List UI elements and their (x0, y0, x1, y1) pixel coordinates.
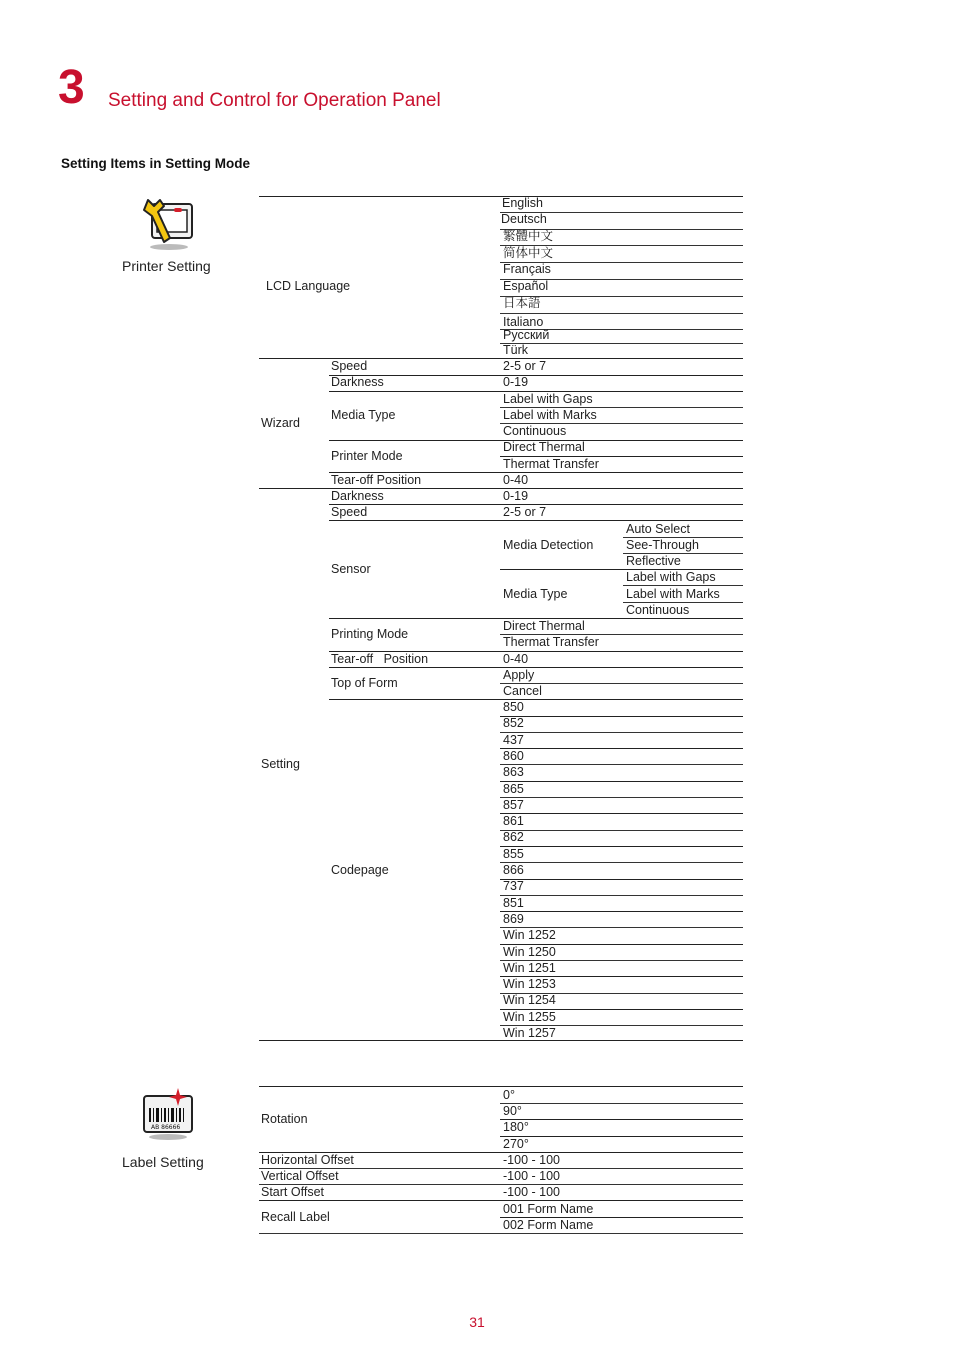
sensor-media-type-option: Label with Gaps (626, 570, 716, 584)
lcd-option: Español (503, 279, 549, 293)
row-divider (500, 862, 743, 863)
wizard-media-type-label: Media Type (331, 408, 396, 422)
lcd-option: Italiano (503, 315, 544, 329)
recall-label-label: Recall Label (261, 1210, 330, 1224)
media-detection-label: Media Detection (503, 538, 594, 552)
codepage-option: 860 (503, 748, 524, 763)
sensor-media-type-option: Label with Marks (626, 587, 720, 601)
codepage-option: Win 1252 (503, 928, 556, 943)
media-detection-option: See-Through (626, 538, 699, 552)
row-divider (500, 716, 743, 717)
row-divider (500, 830, 743, 831)
wizard-printer-mode-label: Printer Mode (331, 449, 403, 463)
codepage-option: 863 (503, 765, 524, 780)
wizard-label: Wizard (261, 416, 300, 430)
codepage-option: 855 (503, 846, 524, 861)
chapter-title: Setting and Control for Operation Panel (108, 90, 441, 111)
row-divider (500, 846, 743, 847)
codepage-option: Win 1250 (503, 944, 556, 959)
label-barcode-icon (140, 1088, 196, 1142)
start-offset-label: Start Offset (261, 1185, 324, 1199)
horizontal-offset-value: -100 - 100 (503, 1153, 560, 1167)
lcd-option: English (502, 196, 543, 210)
codepage-label: Codepage (331, 863, 389, 877)
row-divider (500, 732, 743, 733)
horizontal-offset-label: Horizontal Offset (261, 1153, 354, 1167)
section-title: Setting Items in Setting Mode (61, 156, 251, 171)
setting-speed-label: Speed (331, 505, 368, 519)
codepage-option: Win 1253 (503, 977, 556, 992)
label-setting-label: Label Setting (122, 1154, 204, 1170)
recall-label-option: 001 Form Name (503, 1202, 594, 1216)
printer-setting-label: Printer Setting (122, 258, 211, 274)
wizard-media-type-option: Continuous (503, 424, 567, 438)
lcd-language-label: LCD Language (266, 279, 351, 293)
codepage-option: 866 (503, 863, 524, 877)
row-divider (500, 764, 743, 765)
wizard-printer-mode-option: Direct Thermal (503, 440, 585, 454)
lcd-option: 繁體中文 (503, 229, 554, 243)
row-divider (500, 748, 743, 749)
start-offset-value: -100 - 100 (503, 1185, 560, 1199)
codepage-option: 852 (503, 716, 524, 731)
rotation-option: 180° (503, 1120, 529, 1134)
lcd-option: 日本語 (503, 296, 541, 310)
setting-darkness-label: Darkness (331, 489, 384, 503)
rotation-option: 90° (503, 1104, 522, 1118)
rotation-option: 270° (503, 1137, 529, 1151)
codepage-option: 437 (503, 732, 524, 747)
media-detection-option: Reflective (626, 554, 681, 568)
setting-tear-off-value: 0-40 (503, 652, 529, 666)
wizard-tear-off-label: Tear-off Position (331, 473, 422, 487)
vertical-offset-value: -100 - 100 (503, 1169, 560, 1183)
codepage-option: 869 (503, 911, 524, 926)
codepage-option: 861 (503, 814, 524, 829)
rotation-label: Rotation (261, 1112, 308, 1126)
row-divider (500, 797, 743, 798)
codepage-option: 850 (503, 700, 524, 714)
row-divider (500, 911, 743, 912)
codepage-option: Win 1257 (503, 1026, 556, 1040)
codepage-option: 737 (503, 879, 524, 894)
wizard-printer-mode-option: Thermat Transfer (503, 457, 599, 471)
wizard-darkness-value: 0-19 (503, 375, 529, 389)
printing-mode-option: Thermat Transfer (503, 635, 599, 649)
sensor-label: Sensor (331, 562, 371, 576)
setting-label: Setting (261, 757, 300, 771)
wizard-media-type-option: Label with Marks (503, 408, 597, 422)
codepage-option: 857 (503, 797, 524, 812)
printing-mode-option: Direct Thermal (503, 619, 585, 633)
row-divider (500, 895, 743, 896)
recall-label-option: 002 Form Name (503, 1218, 594, 1232)
lcd-option: Français (503, 262, 551, 276)
rotation-option: 0° (503, 1088, 515, 1102)
row-divider (500, 879, 743, 880)
codepage-option: Win 1254 (503, 993, 556, 1008)
top-of-form-option: Cancel (503, 684, 542, 698)
codepage-option: 851 (503, 895, 524, 910)
wizard-media-type-option: Label with Gaps (503, 392, 593, 406)
lcd-option: Deutsch (501, 212, 547, 226)
top-of-form-label: Top of Form (331, 676, 398, 690)
lcd-option: Türk (503, 343, 528, 357)
chapter-number: 3 (58, 61, 85, 114)
codepage-option: 862 (503, 830, 524, 845)
media-detection-option: Auto Select (626, 522, 690, 536)
setting-speed-value: 2-5 or 7 (503, 505, 547, 519)
codepage-option: Win 1255 (503, 1009, 556, 1024)
codepage-option: 865 (503, 781, 524, 796)
top-of-form-option: Apply (503, 668, 535, 682)
printing-mode-label: Printing Mode (331, 627, 409, 641)
wizard-darkness-label: Darkness (331, 375, 384, 389)
printer-wrench-icon (140, 196, 198, 252)
wizard-speed-value: 2-5 or 7 (503, 359, 547, 373)
row-divider (500, 781, 743, 782)
page-number: 31 (469, 1314, 485, 1330)
codepage-option: Win 1251 (503, 960, 556, 975)
barcode-text: AB 86666 (151, 1124, 181, 1131)
sensor-media-type-label: Media Type (503, 587, 568, 601)
setting-darkness-value: 0-19 (503, 489, 529, 503)
wizard-speed-label: Speed (331, 359, 368, 373)
row-divider (500, 813, 743, 814)
sensor-media-type-option: Continuous (626, 603, 690, 617)
lcd-option: 简体中文 (503, 246, 554, 260)
setting-tear-off-label: Tear-off Position (331, 652, 429, 666)
vertical-offset-label: Vertical Offset (261, 1169, 339, 1183)
lcd-option: Русский (503, 328, 550, 342)
wizard-tear-off-value: 0-40 (503, 473, 529, 487)
